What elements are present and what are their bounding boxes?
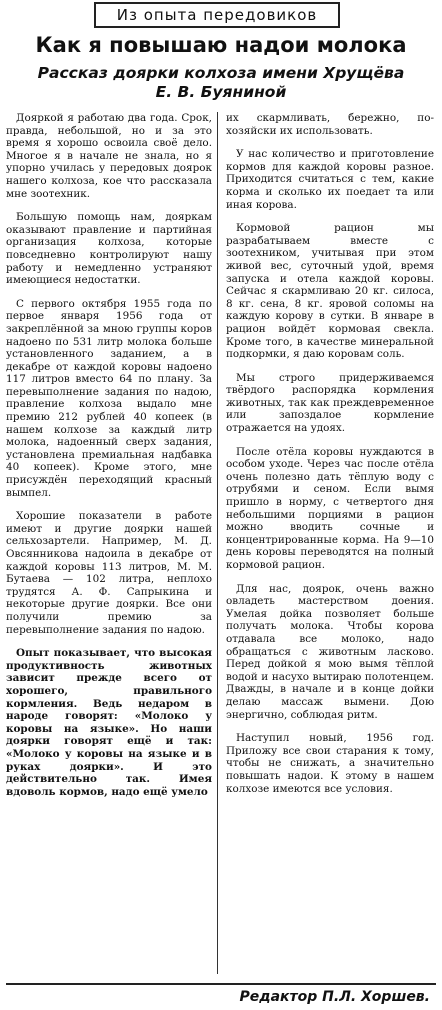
paragraph: С первого октября 1955 года по первое января 1956 года от закреплённой за мною группы коров надоено по 531 литр молока больше установленного заданием, а в декабре от каждой коровы надоено 117 литров вместо 64 по плану. За перевыполнение задания по надою, правление колхоза выдало мне премию 212 рублей 40 копеек (в нашем колхозе за каждый литр молока, надоенный сверх задания, установлена премиальная надбавка 40 копеек). Кроме этого, мне присуждён переходящий красный вымпел. <box>6 297 212 499</box>
subtitle-line-1: Рассказ доярки колхоза имени Хрущёва <box>37 64 405 82</box>
paragraph: Для нас, доярок, очень важно овладеть мастерством доения. Умелая дойка позволяет больше получать молока. Чтобы корова отдавала все молоко, надо обращаться с животным ласково. Перед дойкой я мою вымя тёплой водой и насухо вытираю полотенцем. Дважды, в начале и в конце дойки делаю массаж вымени. Дою энергично, соблюдая ритм. <box>226 582 434 721</box>
paragraph: их скармливать, бережно, по-хозяйски их использовать. <box>226 112 434 137</box>
paragraph: Дояркой я работаю два года. Срок, правда, небольшой, но и за это время я хорошо освоила своё дело. Многое я в начале не знала, но я упорно училась у передовых доярок нашего колхоза, кое что рассказала мне зоотехник. <box>6 112 212 200</box>
paragraph: Кормовой рацион мы разрабатываем вместе с зоотехником, учитывая при этом живой вес, суточный удой, время запуска и отела каждой коровы. Сейчас я скармливаю 20 кг. силоса, 8 кг. сена, 8 кг. яровой соломы на каждую корову в сутки. В январе в рацион войдёт кормовая свекла. Кроме того, в качестве минеральной подкормки, я даю коровам соль. <box>226 222 434 361</box>
column-divider <box>217 112 218 974</box>
article-headline: Как я повышаю надои молока <box>35 33 407 57</box>
editor-signature: Редактор П.Л. Хоршев. <box>239 989 430 1005</box>
paragraph: Наступил новый, 1956 год. Приложу все свои старания к тому, чтобы не снижать, а значительно повышать надои. К этому в нашем колхозе имеются все условия. <box>226 732 434 795</box>
paragraph: Опыт показывает, что высокая продуктивность животных зависит прежде всего от хорошего, правильного кормления. Ведь недаром в народе говорят: «Молоко у коровы на языке». Но наши доярки говорят ещё и так: «Молоко у коровы на языке и в руках доярки». И это действительно так. Имея вдоволь кормов, надо ещё умело <box>6 647 212 798</box>
left-column <box>6 112 212 972</box>
rubric-box: Из опыта передовиков <box>94 2 340 28</box>
footer-rule <box>6 983 436 985</box>
paragraph: Мы строго придерживаемся твёрдого распорядка кормления животных, так как преждевременное или запоздалое кормление отражается на удоях. <box>226 371 434 435</box>
subtitle-line-2: Е. В. Буяниной <box>155 83 287 101</box>
paragraph: После отёла коровы нуждаются в особом уходе. Через час после отёла очень полезно дать тёплую воду с отрубями и сеном. Если вымя пришло в норму, с четвертого дня небольшими порциями в рацион можно вводить сочные и концентрированные корма. На 9—10 день коровы переводятся на полный кормовой рацион. <box>226 445 434 571</box>
article-subtitle <box>0 64 442 102</box>
paragraph: Хорошие показатели в работе имеют и другие доярки нашей сельхозартели. Например, М. Д. Овсянникова надоила в декабре от каждой коровы 113 литров, М. М. Бутаева — 102 литра, неплохо трудятся А. Ф. Сапрыкина и некоторые другие доярки. Все они получили премию за перевыполнение задания по надою. <box>6 510 212 636</box>
right-column <box>226 112 434 972</box>
paragraph: У нас количество и приготовление кормов для каждой коровы разное. Приходится считаться с тем, какие корма и сколько их поедает та или иная корова. <box>226 148 434 211</box>
paragraph: Большую помощь нам, дояркам оказывают правление и партийная организация колхоза, которые повседневно контролируют нашу работу и немедленно устраняют имеющиеся недостатки. <box>6 211 212 287</box>
